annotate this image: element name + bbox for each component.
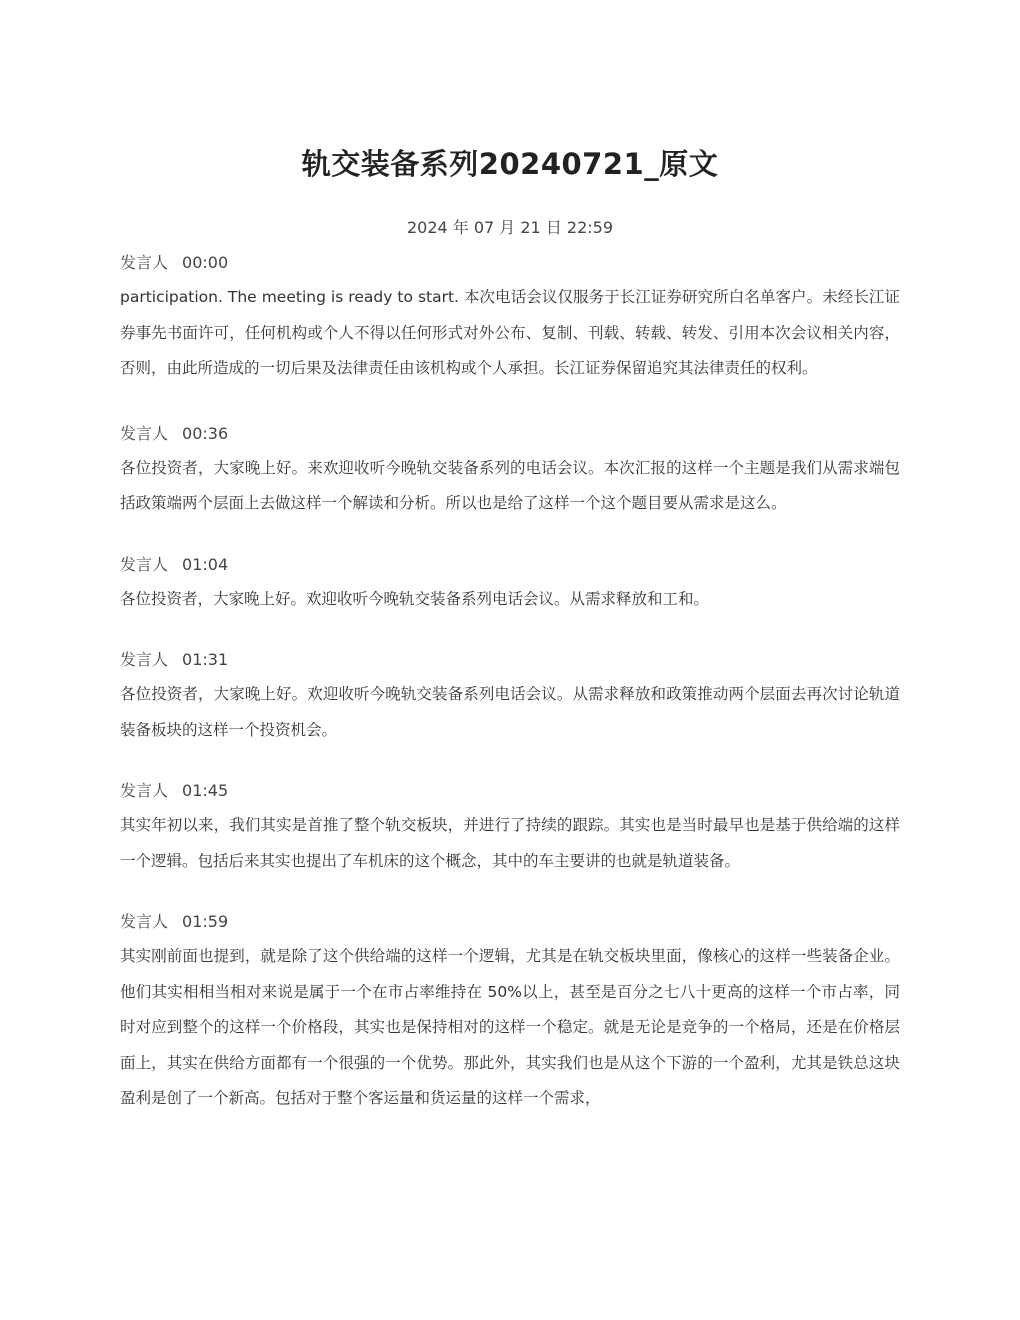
speaker-line xyxy=(120,910,900,934)
transcript-section xyxy=(120,910,900,1117)
speaker-timestamp: 01:59 xyxy=(182,912,229,931)
speaker-name: 发言人 xyxy=(120,554,169,574)
transcript-sections xyxy=(120,251,900,1117)
speaker-line xyxy=(120,779,900,803)
speech-text: 各位投资者，大家晚上好。欢迎收听今晚轨交装备系列电话会议。从需求释放和政策推动两个层面去再次讨论轨道装备板块的这样一个投资机会。 xyxy=(120,685,900,739)
transcript-section xyxy=(120,648,900,748)
speech-text: 各位投资者，大家晚上好。来欢迎收听今晚轨交装备系列的电话会议。本次汇报的这样一个主题是我们从需求端包括政策端两个层面上去做这样一个解读和分析。所以也是给了这样一个这个题目要从需求是这么。 xyxy=(120,458,900,512)
speaker-timestamp: 00:00 xyxy=(182,253,229,272)
speaker-name: 发言人 xyxy=(120,423,169,443)
speaker-name: 发言人 xyxy=(120,253,169,272)
speaker-name: 发言人 xyxy=(120,912,169,931)
speaker-line xyxy=(120,553,900,577)
speaker-timestamp: 00:36 xyxy=(182,423,229,443)
transcript-section xyxy=(120,251,900,387)
document-page xyxy=(120,0,900,1117)
speaker-line xyxy=(120,422,900,446)
speaker-timestamp: 01:04 xyxy=(182,554,229,574)
speaker-timestamp: 01:31 xyxy=(182,650,229,669)
speaker-timestamp: 01:45 xyxy=(182,781,229,800)
speech-text: 各位投资者，大家晚上好。欢迎收听今晚轨交装备系列电话会议。从需求释放和工和。 xyxy=(120,589,710,608)
transcript-section xyxy=(120,422,900,522)
speaker-name: 发言人 xyxy=(120,650,169,669)
transcript-section xyxy=(120,779,900,879)
document-title: 轨交装备系列20240721_原文 xyxy=(301,147,719,181)
speech-text: participation. The meeting is ready to start. 本次电话会议仅服务于长江证券研究所白名单客户。未经长江证券事先书面许可，任何机构或个人不得以任何形式对外公布、复制、刊载、转载、转发、引用本次会议相关内容，否则，由此所造成的一切后果及法律责任由该机构或个人承担。长江证券保留追究其法律责任的权利。 xyxy=(120,288,900,377)
speech-text: 其实年初以来，我们其实是首推了整个轨交板块，并进行了持续的跟踪。其实也是当时最早也是基于供给端的这样一个逻辑。包括后来其实也提出了车机床的这个概念，其中的车主要讲的也就是轨道装备。 xyxy=(120,816,900,870)
document-date: 2024 年 07 月 21 日 22:59 xyxy=(406,218,614,237)
speaker-line xyxy=(120,251,900,275)
transcript-section xyxy=(120,553,900,618)
speaker-line xyxy=(120,648,900,672)
speaker-name: 发言人 xyxy=(120,781,169,800)
speech-text: 其实刚前面也提到，就是除了这个供给端的这样一个逻辑，尤其是在轨交板块里面，像核心的这样一些装备企业。他们其实相相当相对来说是属于一个在市占率维持在 50%以上，甚至是百分之七八十更高的这样一个市占率，同时对应到整个的这样一个价格段，其实也是保持相对的这样一个稳定。就是无论是竞争的一个格局，还是在价格层面上，其实在供给方面都有一个很强的一个优势。那此外，其实我们也是从这个下游的一个盈利，尤其是铁总这块盈利是创了一个新高。包括对于整个客运量和货运量的这样一个需求， xyxy=(120,947,900,1107)
